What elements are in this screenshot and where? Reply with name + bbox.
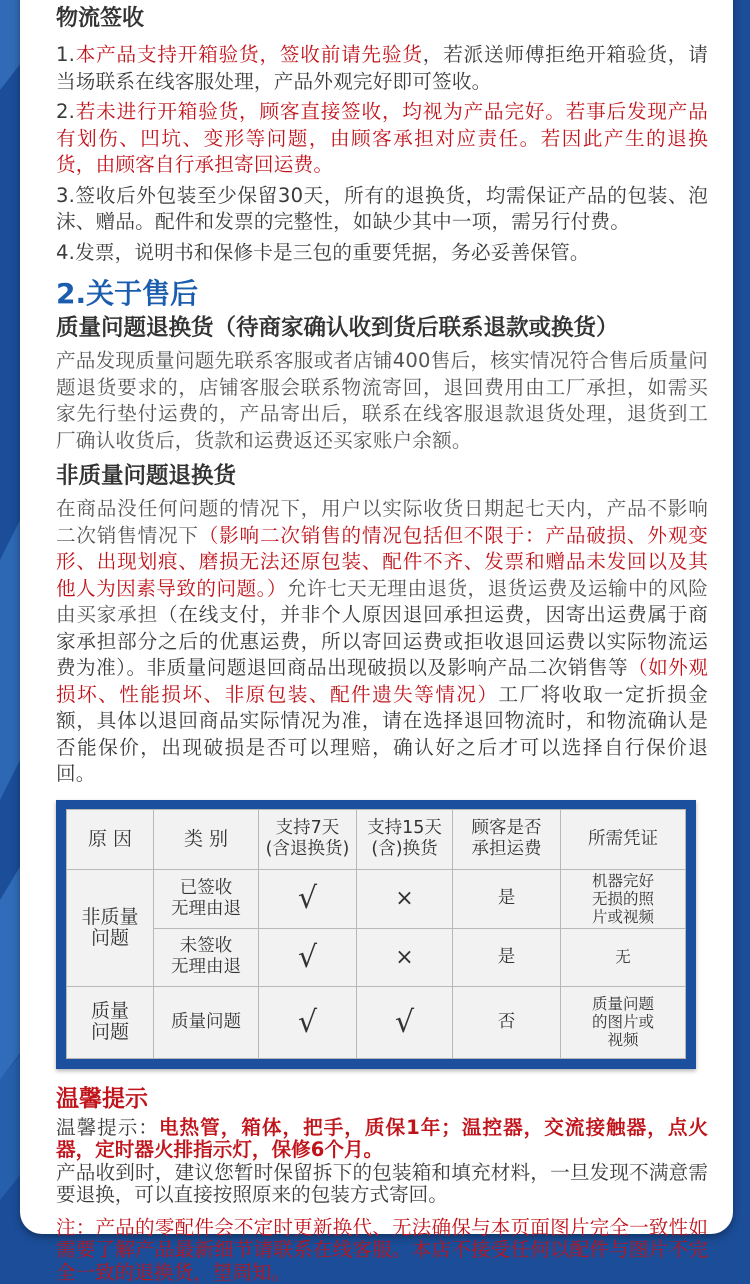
group-non-quality: 非质量 问题 [67, 869, 154, 986]
table-row [67, 928, 686, 986]
cross-icon: × [357, 928, 453, 986]
text-segment: 工厂将收取一定折损金额，具体以退回商品实际情况为准，请在选择退回物流时，和物流确认是否能保价，出现破损是否可以理赔，确认好之后才可以选择自行保价退回。 [56, 683, 708, 786]
item-number: 2. [56, 100, 75, 123]
header-reason: 原 因 [67, 809, 154, 869]
header-freight: 顾客是否 承担运费 [453, 809, 561, 869]
proof-cell: 无 [561, 928, 686, 986]
proof-cell: 质量问题 的图片或 视频 [561, 986, 686, 1058]
non-quality-return-title: 非质量问题退换货 [56, 460, 708, 492]
content [56, 4, 708, 1284]
highlight-text: 本产品支持开箱验货，签收前请先验货 [75, 43, 423, 66]
item-number: 1. [56, 43, 75, 66]
highlight-text: （如外观损坏、性能损坏、非原包装、配件遗失等情况） [56, 656, 708, 706]
proof-cell: 机器完好 无损的照 片或视频 [561, 869, 686, 928]
logistics-title: 物流签收 [56, 4, 708, 34]
header-7day: 支持7天 (含退换货) [259, 809, 357, 869]
tips-warranty [56, 1117, 708, 1162]
tips-title: 温馨提示 [56, 1083, 708, 1115]
check-icon: √ [259, 928, 357, 986]
non-quality-return-text [56, 496, 708, 788]
cross-icon: × [357, 869, 453, 928]
category-cell: 质量问题 [154, 986, 259, 1058]
item-text: ，若派送师傅拒绝开箱验货，请当场联系在线客服处理，产品外观完好即可签收。 [56, 43, 708, 93]
table-row [67, 986, 686, 1058]
header-category: 类 别 [154, 809, 259, 869]
category-cell: 未签收 无理由退 [154, 928, 259, 986]
logistics-item-2 [56, 99, 708, 179]
quality-return-text: 产品发现质量问题先联系客服或者店铺400售后，核实情况符合售后质量问题退货要求的，店铺客服会联系物流寄回，退回费用由工厂承担，如需买家先行垫付运费的，产品寄出后，联系在线客服退款退货处理，退货到工厂确认收货后，货款和运费返还买家账户余额。 [56, 348, 708, 454]
table-header-row [67, 809, 686, 869]
logistics-item-4: 4.发票，说明书和保修卡是三包的重要凭据，务必妥善保管。 [56, 240, 708, 267]
freight-cell: 是 [453, 869, 561, 928]
group-quality: 质量 问题 [67, 986, 154, 1058]
tips-label: 温馨提示： [56, 1116, 159, 1139]
logistics-item-1 [56, 42, 708, 95]
after-sales-title: 2.关于售后 [56, 276, 708, 312]
check-icon: √ [357, 986, 453, 1058]
highlight-text: （影响二次销售的情况包括但不限于：产品破损、外观变形、出现划痕、磨损无法还原包装、配件不齐、发票和赠品未发回以及其他人为因素导致的问题。） [56, 524, 708, 600]
check-icon: √ [259, 869, 357, 928]
header-proof: 所需凭证 [561, 809, 686, 869]
return-policy-table [66, 809, 686, 1059]
check-icon: √ [259, 986, 357, 1058]
tips-packaging: 产品收到时，建议您暂时保留拆下的包装箱和填充材料，一旦发现不满意需要退换，可以直接按照原来的包装方式寄回。 [56, 1162, 708, 1207]
freight-cell: 是 [453, 928, 561, 986]
category-cell: 已签收 无理由退 [154, 869, 259, 928]
logistics-item-3: 3.签收后外包装至少保留30天，所有的退换货，均需保证产品的包装、泡沫、赠品。配件和发票的完整性，如缺少其中一项，需另行付费。 [56, 183, 708, 236]
highlight-text: 若未进行开箱验货，顾客直接签收，均视为产品完好。若事后发现产品有划伤、凹坑、变形等问题，由顾客承担对应责任。若因此产生的退换货，由顾客自行承担寄回运费。 [56, 100, 708, 176]
header-15day: 支持15天 (含)换货 [357, 809, 453, 869]
return-policy-table-frame [56, 800, 696, 1069]
table-row [67, 869, 686, 928]
text-segment: 在商品没任何问题的情况下，用户以实际收货日期起七天内，产品不影响二次销售情况下 [56, 497, 708, 547]
tips-note: 注：产品的零配件会不定时更新换代、无法确保与本页面图片完全一致性如需要了解产品最新细节请联系在线客服。本店不接受任何以配件与图片不完全一致的退换货，望周知。 [56, 1217, 708, 1284]
freight-cell: 否 [453, 986, 561, 1058]
text-segment: 允许七天无理由退货，退货运费及运输中的风险由买家承担 [56, 577, 708, 627]
warranty-text: 电热管，箱体，把手，质保1年；温控器，交流接触器，点火器，定时器火排指示灯，保修6个月。 [56, 1116, 708, 1162]
quality-return-title: 质量问题退换货（待商家确认收到货后联系退款或换货） [56, 312, 708, 344]
text-segment: （在线支付，并非个人原因退回承担运费，因寄出运费属于商家承担部分之后的优惠运费，所以寄回运费或拒收退回运费以实际物流运费为准）。非质量问题退回商品出现破损以及影响产品二次销售等 [56, 603, 708, 679]
